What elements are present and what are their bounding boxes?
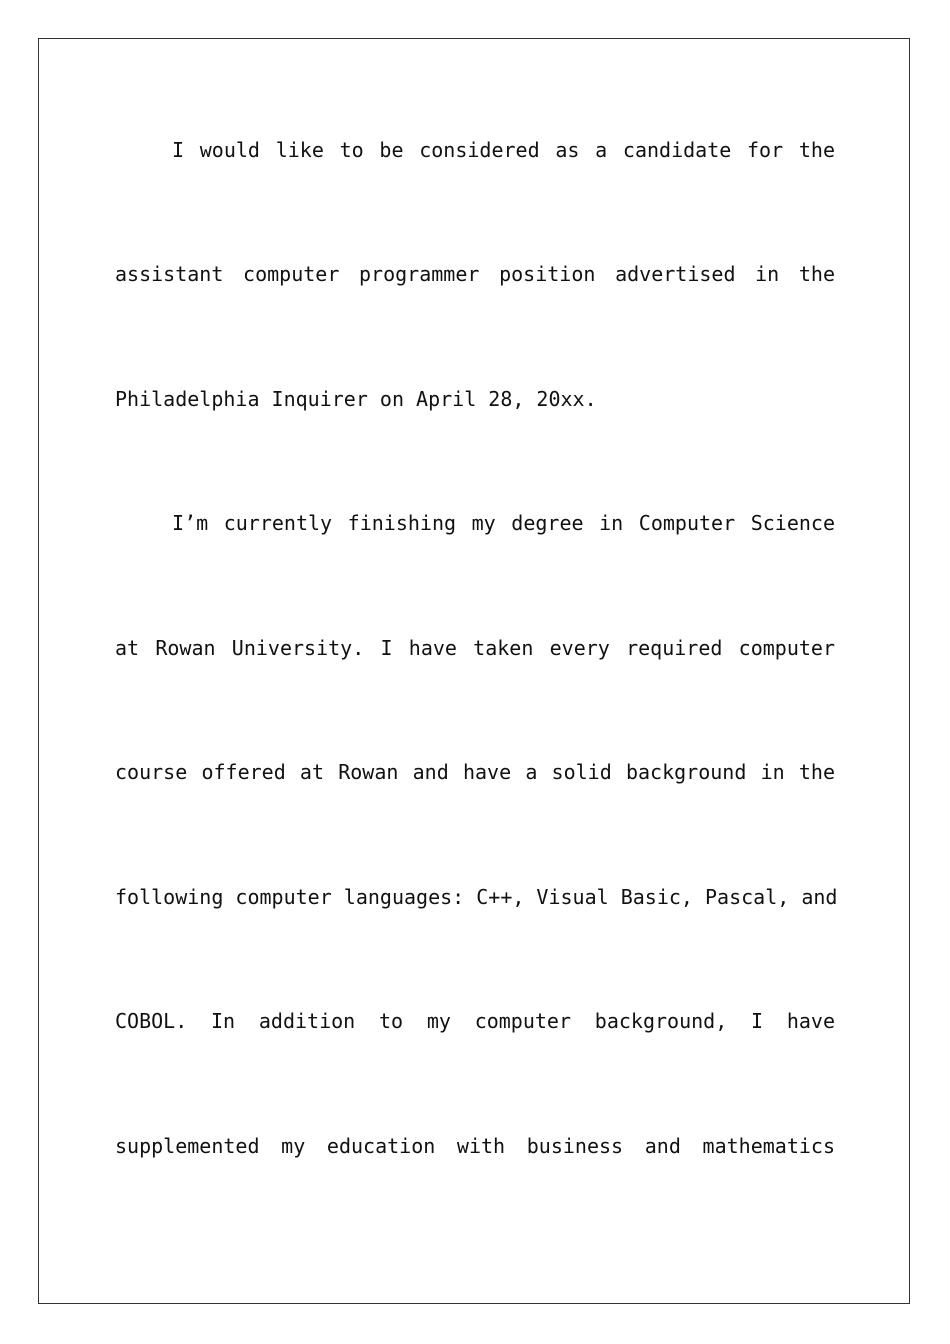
paragraph-2-line-2: at Rowan University. I have taken every required computer [115, 636, 835, 660]
paragraph-2-line-6: supplemented my education with business and mathematics [115, 1134, 835, 1158]
paragraph-2-line-5: COBOL. In addition to my computer background, I have [115, 1009, 835, 1033]
paragraph-2-line-1: I’m currently finishing my degree in Computer Science [172, 511, 835, 535]
paragraph-1-line-3: Philadelphia Inquirer on April 28, 20xx. [115, 387, 597, 411]
paragraph-1-line-1: I would like to be considered as a candidate for the [172, 138, 835, 162]
paragraph-2-line-4: following computer languages: C++, Visual Basic, Pascal, and [115, 885, 838, 909]
paragraph-2-line-3: course offered at Rowan and have a solid background in the [115, 760, 835, 784]
page-border [38, 38, 910, 1304]
paragraph-1-line-2: assistant computer programmer position advertised in the [115, 262, 835, 286]
